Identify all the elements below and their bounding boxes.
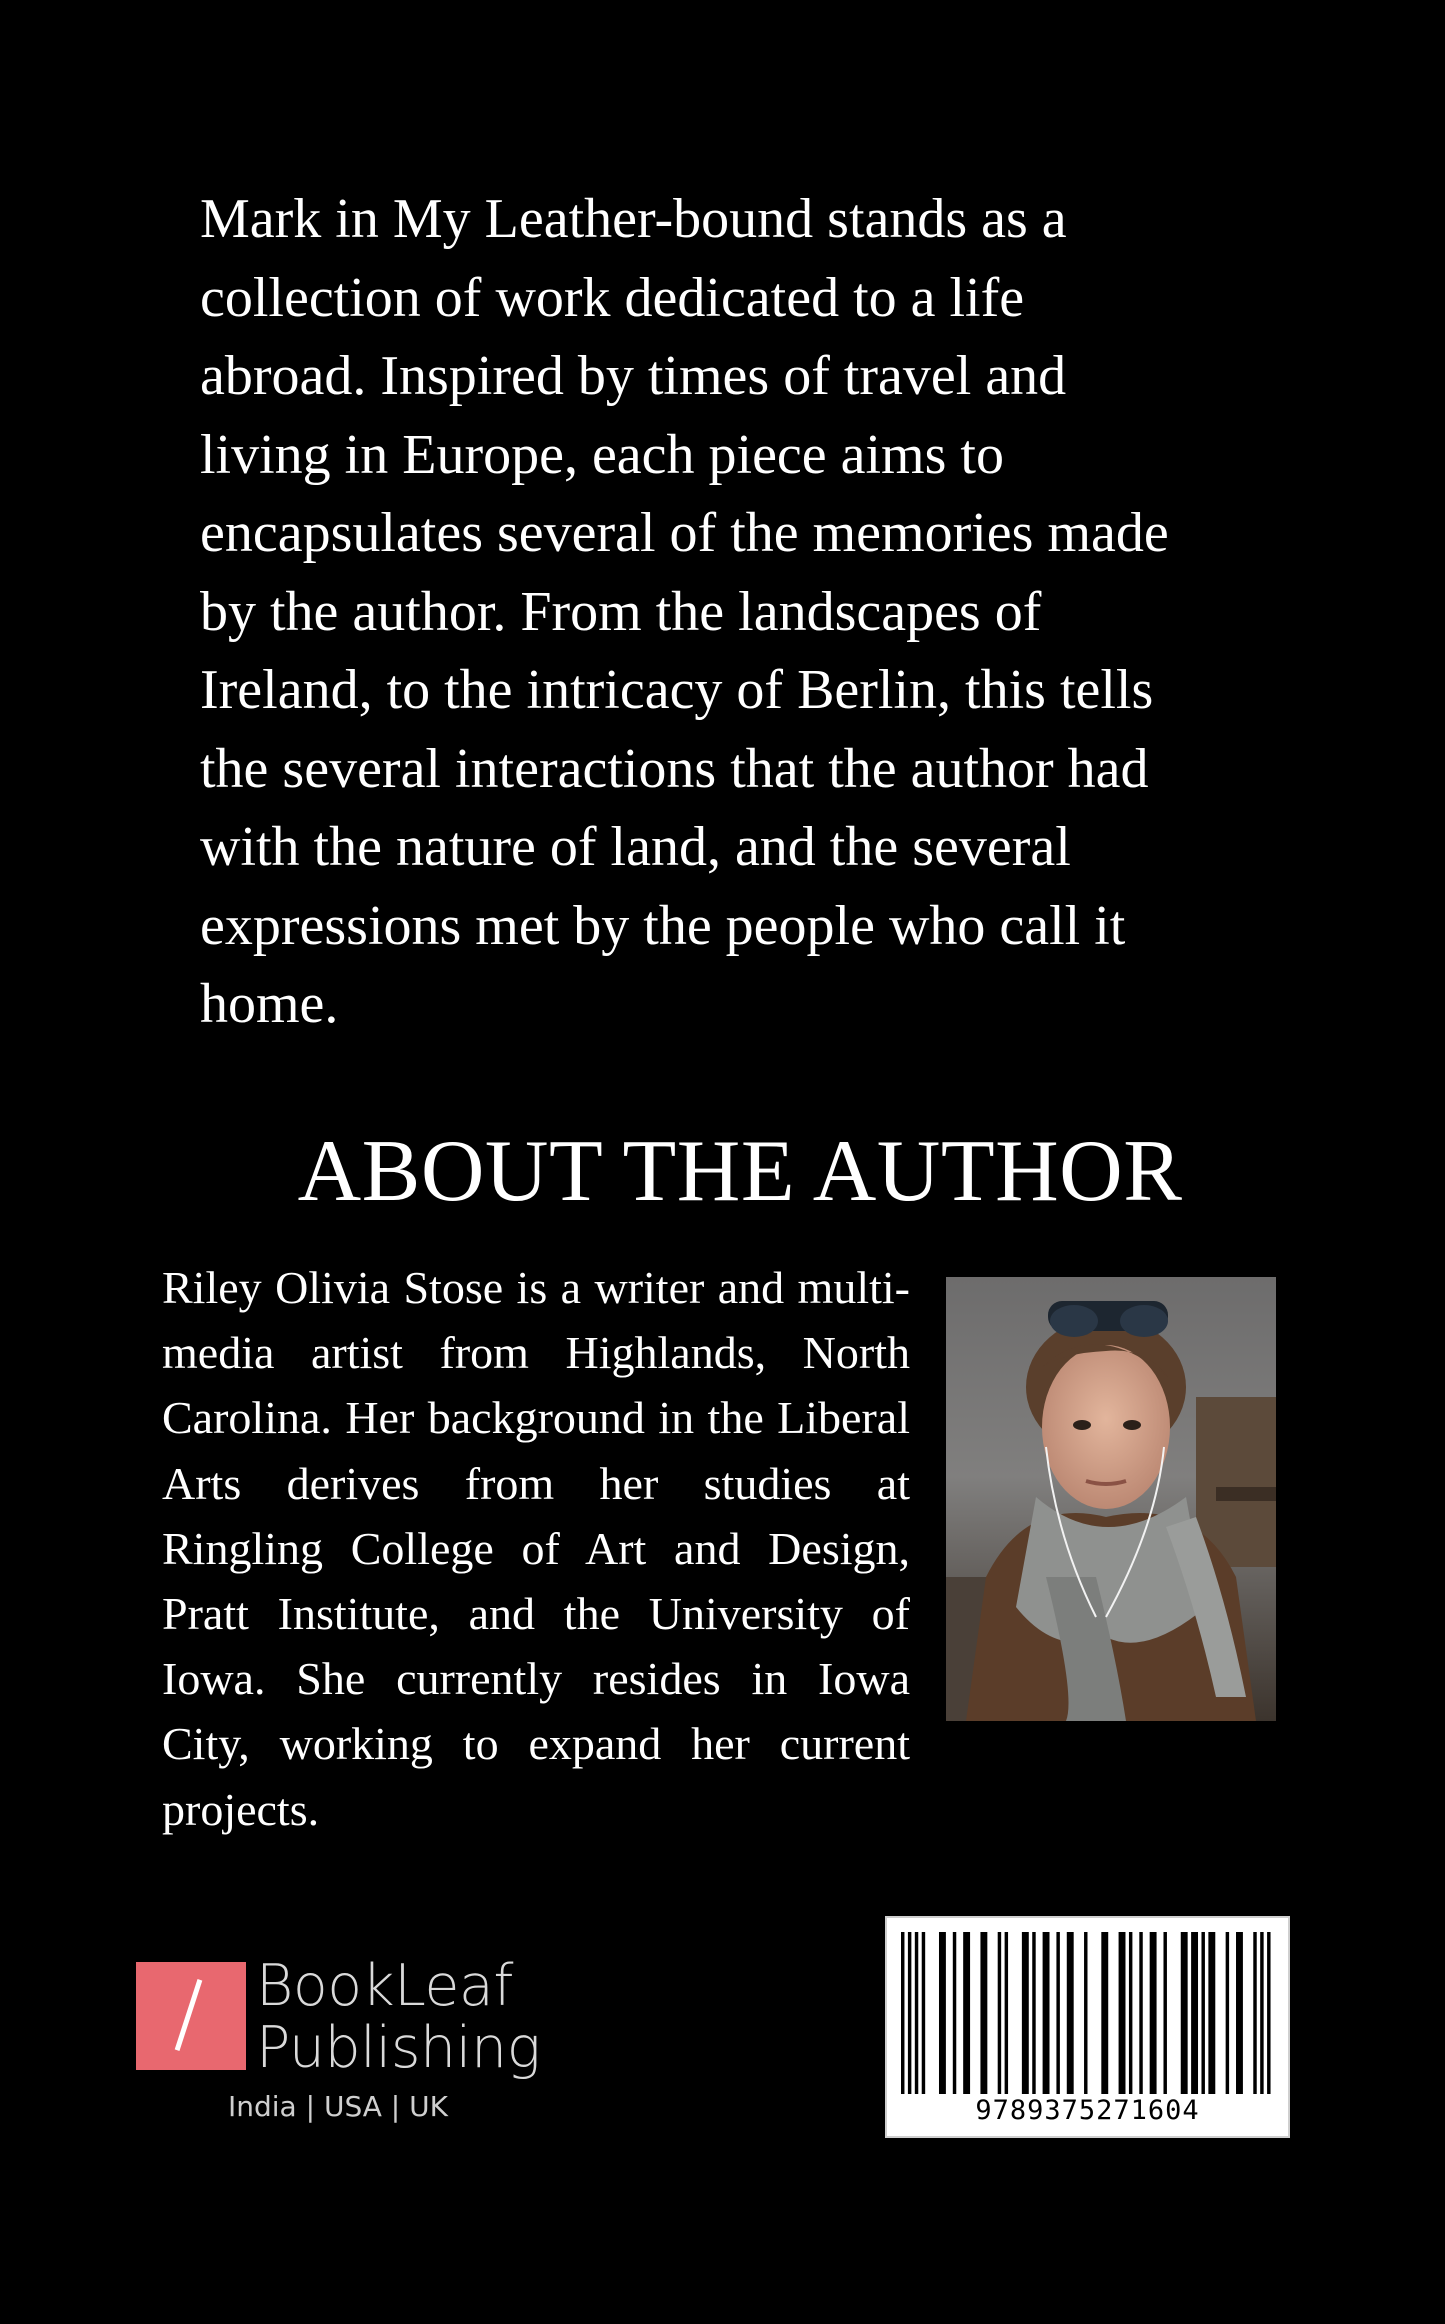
barcode-bar: [1163, 1932, 1166, 2108]
barcode-bar: [1005, 1932, 1008, 2108]
barcode-bar: [1150, 1932, 1157, 2108]
isbn-barcode: [885, 1916, 1290, 2138]
barcode-bar: [1226, 1932, 1229, 2108]
publisher-name: [256, 1955, 540, 2079]
barcode-bar: [963, 1932, 970, 2108]
barcode-bar: [1253, 1932, 1256, 2108]
barcode-bar: [1236, 1932, 1243, 2108]
barcode-bar: [908, 1932, 911, 2108]
barcode-bar: [1056, 1932, 1059, 2108]
barcode-bar: [1139, 1932, 1142, 2108]
barcode-bar: [1084, 1932, 1087, 2108]
barcode-bar: [922, 1932, 925, 2108]
barcode-bar: [1043, 1932, 1050, 2108]
barcode-bar: [1022, 1932, 1029, 2108]
barcode-bar: [901, 1932, 904, 2108]
publisher-name-line1: BookLeaf: [256, 1953, 513, 2019]
barcode-bar: [998, 1932, 1001, 2108]
slash-icon: [175, 1979, 203, 2051]
barcode-bar: [915, 1932, 918, 2108]
barcode-bar: [1201, 1932, 1204, 2108]
book-blurb: Mark in My Leather-bound stands as a collection of work dedicated to a life abroad. Inspired by times of travel and living in Europe, each piece aims to encapsulates several of the memories made by the author. From the landscapes of Ireland, to the intricacy of Berlin, this tells the several interactions that the author had with the nature of land, and the several expressions met by the people who call it home.: [200, 188, 1169, 1035]
isbn-number: 9789375271604: [887, 2094, 1288, 2128]
barcode-bar: [980, 1932, 987, 2108]
barcode-bar: [939, 1932, 946, 2108]
barcode-bar: [1260, 1932, 1263, 2108]
barcode-bar: [1032, 1932, 1035, 2108]
barcode-bars: [901, 1932, 1274, 2108]
barcode-bar: [953, 1932, 956, 2108]
barcode-bar: [1181, 1932, 1188, 2108]
publisher-name-line2: Publishing: [256, 2015, 541, 2081]
barcode-bar: [1208, 1932, 1215, 2108]
author-photo: [946, 1277, 1276, 1721]
author-bio: Riley Olivia Stose is a writer and multi-media artist from Highlands, North Carolina. Her background in the Liberal Arts derives from her studies at Ringling College of Art and Design, Pratt Institute, and the University of Iowa. She currently resides in Iowa City, working to expand her current projects.: [162, 1262, 910, 1835]
barcode-bar: [1191, 1932, 1198, 2108]
barcode-bar: [1129, 1932, 1132, 2108]
publisher-regions: India | USA | UK: [228, 2090, 448, 2123]
barcode-bar: [1119, 1932, 1126, 2108]
bookleaf-logo: [136, 1962, 246, 2070]
barcode-bar: [1267, 1932, 1270, 2108]
barcode-bar: [1101, 1932, 1108, 2108]
about-author-heading: ABOUT THE AUTHOR: [297, 1123, 1183, 1220]
barcode-bar: [1067, 1932, 1074, 2108]
